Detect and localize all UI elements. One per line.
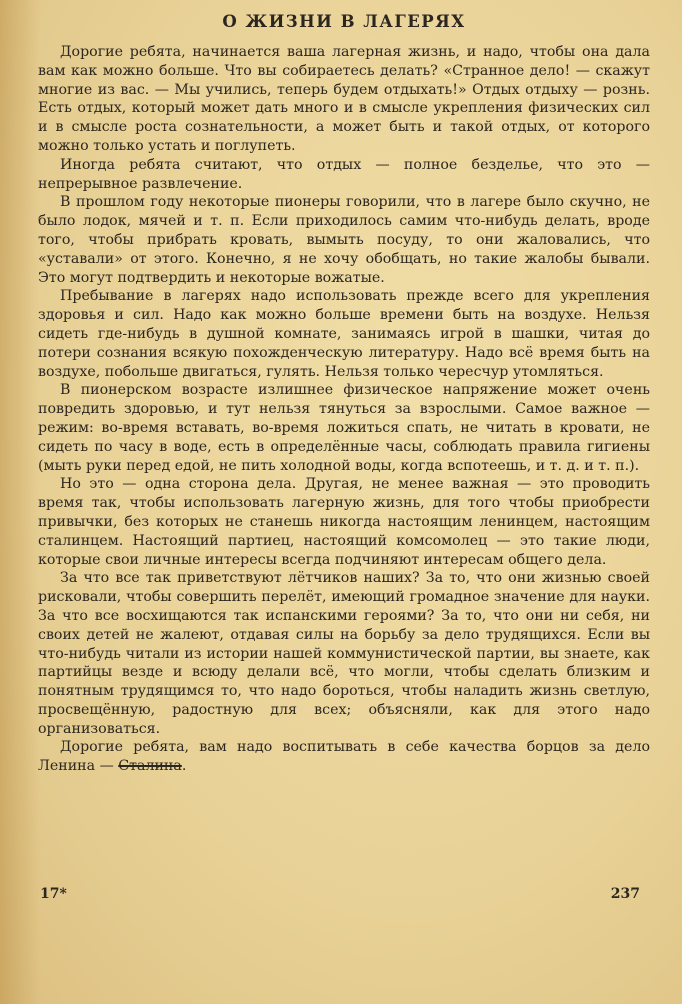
paragraph-5: В пионерском возрасте излишнее физическое напряжение может очень повредить здоровью, и тут нельзя тянуться за взрослыми. Самое важное — режим: во-время вставать, во-время ложиться спать, не читать в кровати, не сидеть по часу в воде, есть в определённые часы, соблюдать правила гигиены (мыть руки перед едой, не пить холодной воды, когда вспотеешь, и т. д. и т. п.). bbox=[38, 382, 650, 474]
paragraph-8-text: Дорогие ребята, вам надо воспитывать в себе качества борцов за дело Ленина — bbox=[38, 739, 650, 775]
paragraph-2: Иногда ребята считают, что отдых — полное безделье, что это — непрерывное развлечение. bbox=[38, 156, 650, 192]
paragraph-3: В прошлом году некоторые пионеры говорили, что в лагере было скучно, не было лодок, мячей и т. п. Если приходилось самим что-нибудь делать, вроде того, чтобы прибрать кровать, вымыть посуду, то они жаловались, что «уставали» от этого. Конечно, я не хочу обобщать, но такие жалобы бывали. Это могут подтвердить и некоторые вожатые. bbox=[38, 194, 650, 286]
article-title: О ЖИЗНИ В ЛАГЕРЯХ bbox=[222, 12, 466, 31]
page-number: 237 bbox=[610, 886, 640, 902]
signature-mark: 17* bbox=[40, 886, 67, 902]
paragraph-8 bbox=[38, 738, 650, 776]
paragraph-1: Дорогие ребята, начинается ваша лагерная жизнь, и надо, чтобы она дала вам как можно больше. Что вы собираетесь делать? «Странное дело! — скажут многие из вас. — Мы учились, теперь будем отдыхать!» Отдых отдыху — рознь. Есть отдых, который может дать много и в смысле укрепления физических сил и в смысле роста сознательности, а может быть и такой отдых, от которого можно только устать и поглупеть. bbox=[38, 44, 650, 154]
struck-word: Сталина bbox=[118, 758, 182, 775]
paragraph-7: За что все так приветствуют лётчиков наших? За то, что они жизнью своей рисковали, чтобы совершить перелёт, имеющий громадное значение для науки. За что все восхищаются так испанскими героями? За то, что они ни себя, ни своих детей не жалеют, отдавая силы на борьбу за дело трудящихся. Если вы что-нибудь читали из истории нашей коммунистической партии, вы знаете, как партийцы везде и всюду делали всё, что могли, чтобы сделать близким и понятным трудящимся то, что надо бороться, чтобы наладить жизнь светлую, просвещённую, радостную для всех; объясняли, как для этого надо организоваться. bbox=[38, 570, 650, 737]
paragraph-8-end: . bbox=[181, 758, 187, 775]
article bbox=[38, 12, 650, 776]
paragraph-4: Пребывание в лагерях надо использовать прежде всего для укрепления здоровья и сил. Надо как можно больше времени быть на воздухе. Нельзя сидеть где-нибудь в душной комнате, занимаясь игрой в шашки, читая до потери сознания всякую похожденческую литературу. Надо всё время быть на воздухе, побольше двигаться, гулять. Нельзя только чересчур утомляться. bbox=[38, 288, 650, 380]
paragraph-6: Но это — одна сторона дела. Другая, не менее важная — это проводить время так, чтобы использовать лагерную жизнь, для того чтобы приобрести привычки, без которых не станешь никогда настоящим ленинцем, настоящим сталинцем. Настоящий партиец, настоящий комсомолец — это такие люди, которые свои личные интересы всегда подчиняют интересам общего дела. bbox=[38, 476, 650, 568]
